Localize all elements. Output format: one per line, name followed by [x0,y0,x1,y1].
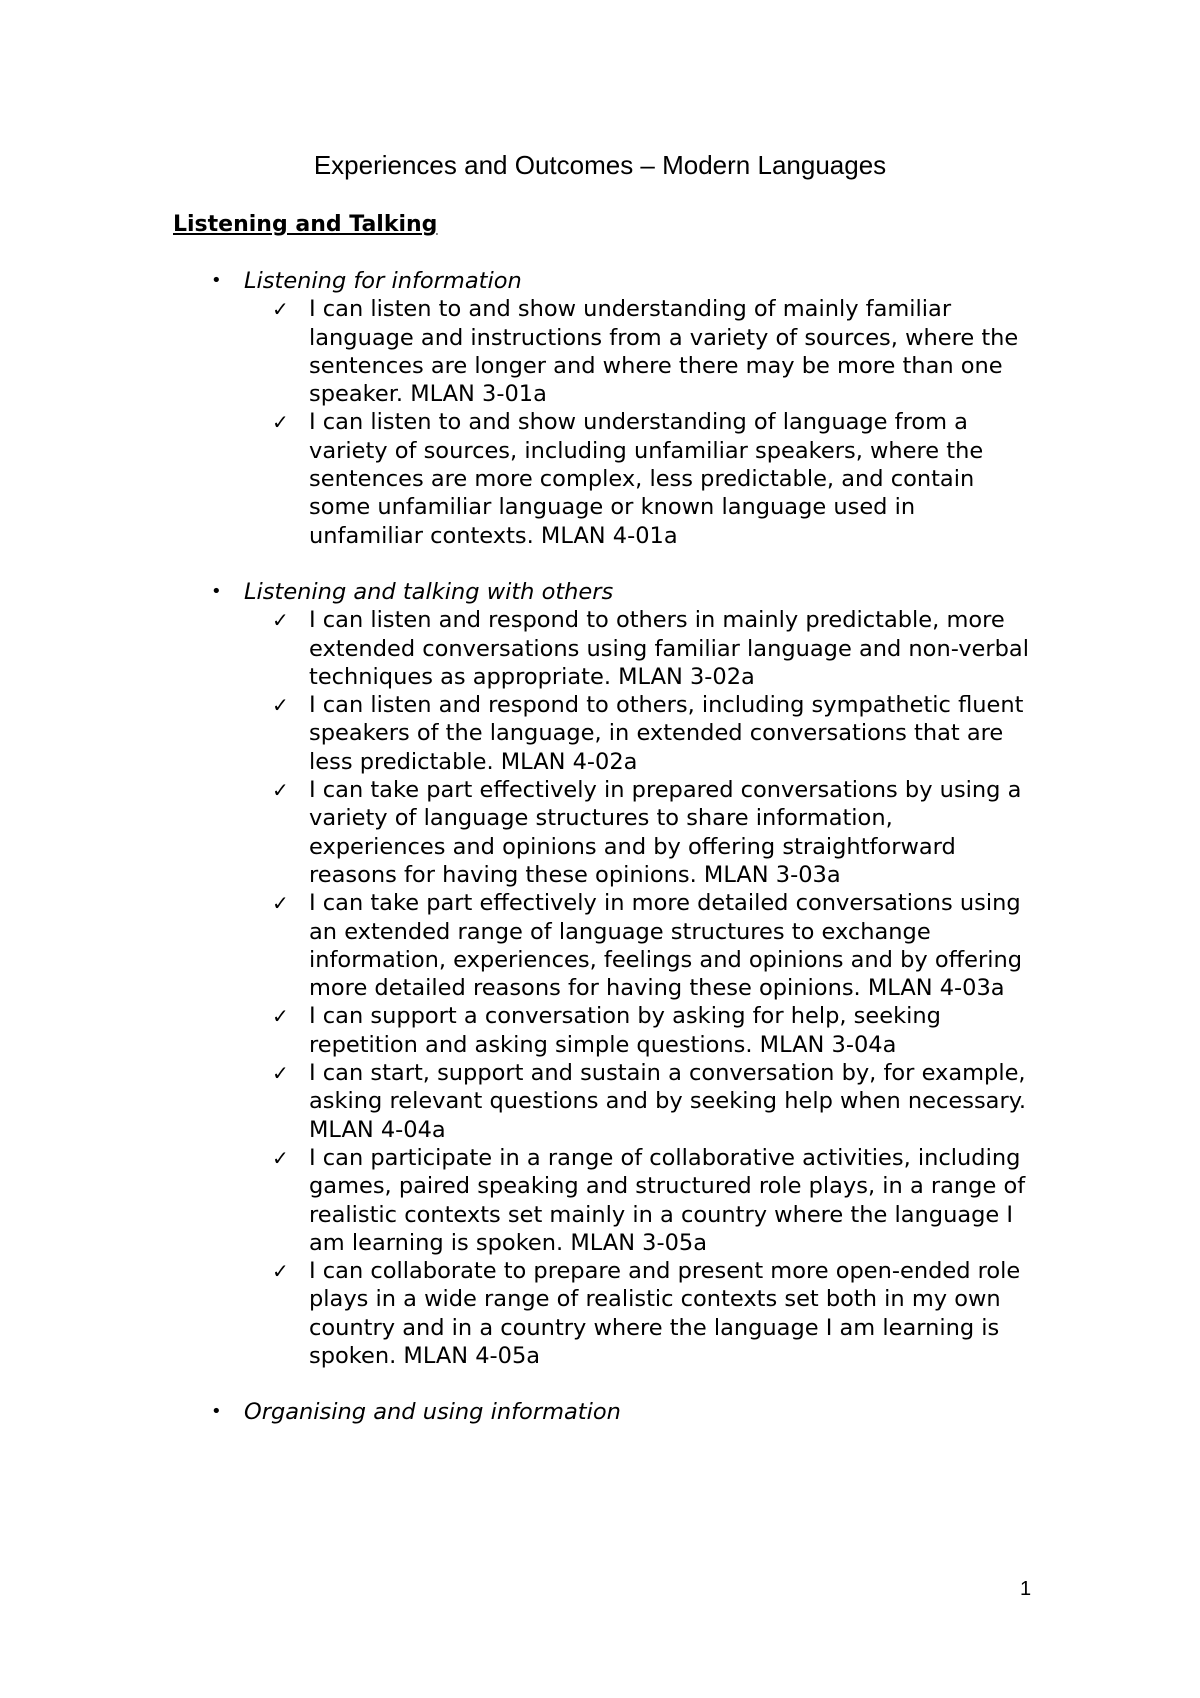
list-item-text: I can take part effectively in more detailed conversations using an extended range of language structures to exchange information, experiences, feelings and opinions and by offering more detailed reasons for having these opinions. MLAN 4-03a [309,890,1023,1002]
list-item-text: I can participate in a range of collaborative activities, including games, paired speaking and structured role plays, in a range of realistic contexts set mainly in a country where the language I am learning is spoken. MLAN 3-05a [309,1144,1026,1256]
group-heading-text: Listening and talking with others [244,578,614,605]
list-item [0,776,1029,889]
list-item [0,1059,1029,1144]
bullet-icon: • [211,580,222,602]
outcomes-list [0,267,1200,1455]
list-item-text: I can listen and respond to others in mainly predictable, more extended conversations using familiar language and non-verbal techniques as appropriate. MLAN 3-02a [309,607,1029,690]
list-item [0,889,1029,1002]
bullet-icon: • [211,1401,222,1423]
bullet-icon: • [211,270,222,291]
list-item [0,1257,1029,1370]
checkmark-icon: ✓ [272,693,289,718]
list-item-text: I can listen to and show understanding of mainly familiar language and instructions from a variety of sources, where the sentences are longer and where there may be more than one speaker. MLAN 3-01a [309,296,1019,408]
page-number: 1 [1020,1578,1032,1600]
list-item-text: I can collaborate to prepare and present more open-ended role plays in a wide range of realistic contexts set both in my own country and in a country where the language I am learning is spoken. MLAN 4-05a [309,1258,1021,1369]
checkmark-icon: ✓ [272,778,289,803]
checkmark-icon: ✓ [272,1145,289,1170]
list-item [0,1002,1029,1059]
checkmark-icon: ✓ [272,891,289,916]
list-item [0,1144,1029,1257]
checkmark-icon: ✓ [272,608,289,633]
checkmark-icon: ✓ [272,1061,289,1086]
list-item-text: I can listen to and show understanding of language from a variety of sources, including unfamiliar speakers, where the sentences are more complex, less predictable, and contain some unfamiliar language or known language used in unfamiliar contexts. MLAN 4-01a [309,409,984,549]
list-item-text: I can start, support and sustain a conversation by, for example, asking relevant questions and by seeking help when necessary. MLAN 4-04a [309,1060,1026,1143]
list-item [0,606,1029,691]
outcome-group [0,578,1200,1370]
group-heading-text: Organising and using information [244,1399,621,1426]
group-heading [0,578,1200,606]
checkmark-icon: ✓ [272,297,289,322]
checkmark-icon: ✓ [272,1259,289,1284]
page-title: Experiences and Outcomes – Modern Languages [313,150,887,180]
group-heading [0,267,1200,295]
list-item [0,408,1029,549]
checkmark-icon: ✓ [272,410,289,435]
list-item [0,691,1029,776]
group-heading-text: Listening for information [244,268,522,294]
list-item-text: I can listen and respond to others, including sympathetic fluent speakers of the language, in extended conversations that are less predictable. MLAN 4-02a [309,692,1024,775]
list-item [0,295,1029,408]
group-heading [0,1398,1200,1426]
outcome-group [0,267,1200,550]
checkmark-icon: ✓ [272,1004,289,1029]
outcome-group [0,1398,1200,1426]
list-item-text: I can support a conversation by asking for help, seeking repetition and asking simple questions. MLAN 3-04a [309,1003,941,1058]
list-item-text: I can take part effectively in prepared conversations by using a variety of language structures to share information, experiences and opinions and by offering straightforward reasons for having these opinions. MLAN 3-03a [309,777,1022,888]
section-heading: Listening and Talking [173,212,438,237]
